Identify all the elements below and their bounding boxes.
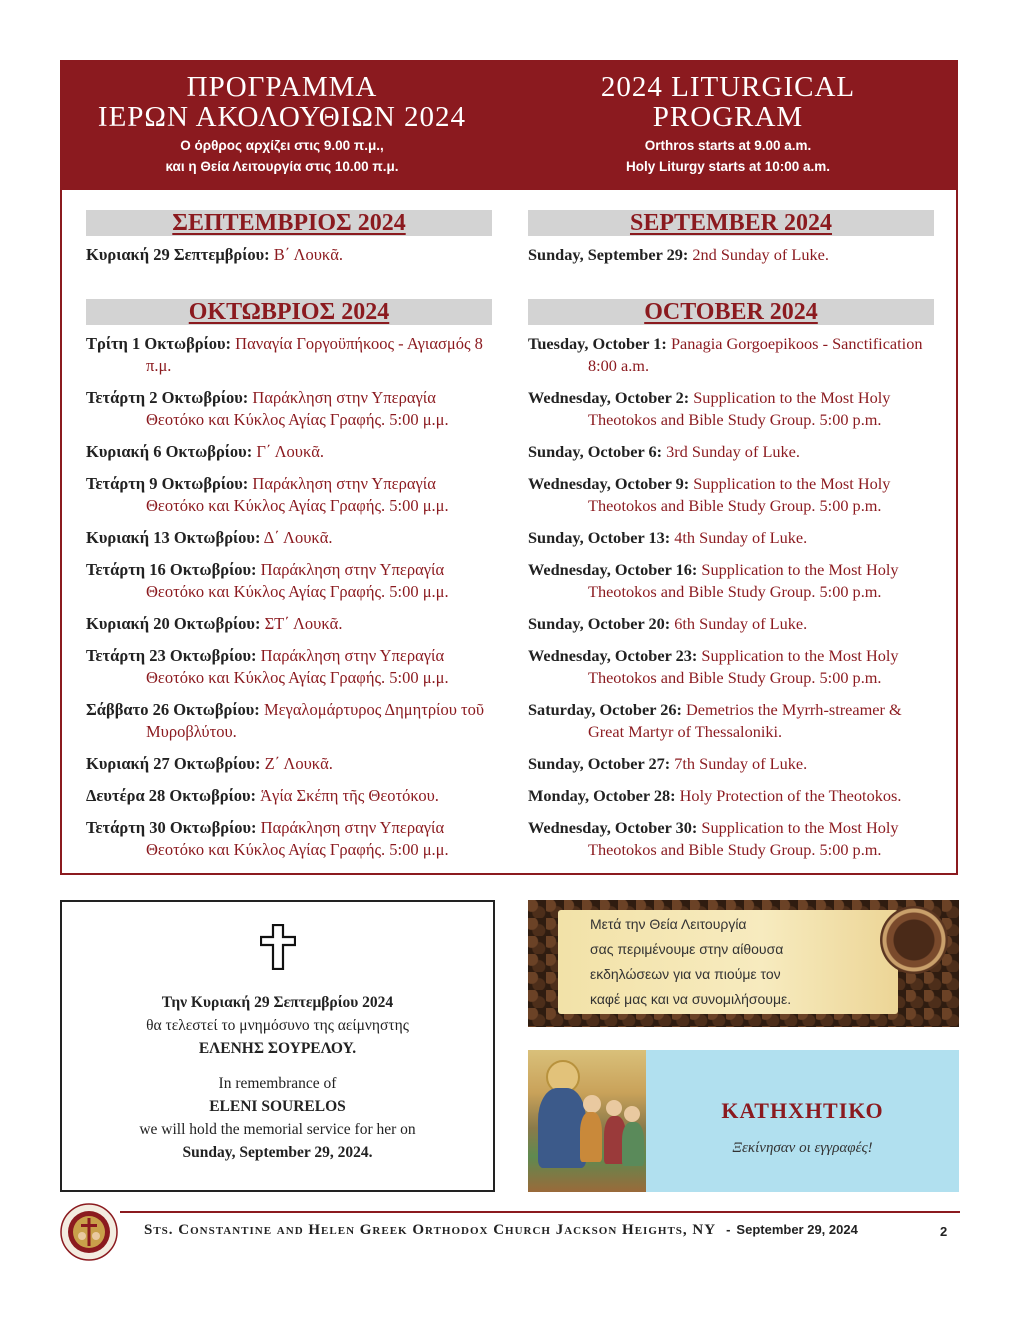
- schedule-entry: [528, 244, 934, 266]
- greek-subtitle: [62, 135, 502, 178]
- schedule-entry: [528, 441, 934, 463]
- schedule-entry: [528, 613, 934, 635]
- entry-event: Ἁγία Σκέπη τῆς Θεοτόκου.: [260, 786, 439, 805]
- entry-date: Wednesday, October 9:: [528, 474, 690, 493]
- entry-date: Τρίτη 1 Οκτωβρίου:: [86, 334, 232, 353]
- english-title-line1: 2024 LITURGICAL: [600, 71, 856, 103]
- entry-event: 3rd Sunday of Luke.: [666, 442, 800, 461]
- entry-event: Supplication to the Most Holy Theotokos and Bible Study Group. 5:00 p.m.: [588, 646, 899, 687]
- entry-date: Tuesday, October 1:: [528, 334, 667, 353]
- footer-text: [144, 1222, 858, 1239]
- entry-event: 6th Sunday of Luke.: [674, 614, 808, 633]
- english-banner: [508, 72, 948, 178]
- entry-date: Σάββατο 26 Οκτωβρίου:: [86, 700, 260, 719]
- entry-event: Ζ΄ Λουκᾶ.: [264, 754, 333, 773]
- footer-church-name: Sts. Constantine and Helen Greek Orthodox Church Jackson Heights, NY: [144, 1222, 717, 1238]
- coffee-hour-banner: [528, 900, 959, 1027]
- schedule-entry: [528, 645, 934, 689]
- memorial-english-line2: we will hold the memorial service for her on: [139, 1121, 416, 1138]
- schedule-entry: [86, 441, 492, 463]
- schedule-entry: [528, 785, 934, 807]
- greek-schedule: [86, 210, 492, 871]
- entry-date: Τετάρτη 16 Οκτωβρίου:: [86, 560, 257, 579]
- schedule-entry: [528, 699, 934, 743]
- entry-date: Τετάρτη 30 Οκτωβρίου:: [86, 818, 257, 837]
- english-title-line2: PROGRAM: [652, 101, 804, 133]
- english-september-heading: SEPTEMBER 2024: [528, 210, 934, 236]
- schedule-entry: [528, 753, 934, 775]
- greek-subtitle-line1: Ο όρθρος αρχίζει στις 9.00 π.μ.,: [180, 138, 384, 153]
- entry-date: Saturday, October 26:: [528, 700, 682, 719]
- greek-september-entries: [86, 244, 492, 266]
- entry-event: 4th Sunday of Luke.: [674, 528, 808, 547]
- entry-event: Holy Protection of the Theotokos.: [679, 786, 902, 805]
- entry-event: Παναγία Γοργοϋπήκοος - Αγιασμός 8 π.μ.: [146, 334, 483, 375]
- church-seal-logo: [60, 1203, 118, 1261]
- entry-date: Monday, October 28:: [528, 786, 676, 805]
- entry-date: Τετάρτη 23 Οκτωβρίου:: [86, 646, 257, 665]
- memorial-english-date: Sunday, September 29, 2024.: [182, 1144, 373, 1161]
- entry-event: Demetrios the Myrrh-streamer & Great Martyr of Thessaloniki.: [588, 700, 902, 741]
- coffee-line4: καφέ μας και να συνομιλήσουμε.: [590, 991, 792, 1007]
- catechism-subtitle: Ξεκίνησαν οι εγγραφές!: [732, 1140, 873, 1156]
- cross-icon: [260, 924, 296, 970]
- english-subtitle-line2: Holy Liturgy starts at 10:00 a.m.: [625, 159, 831, 174]
- schedule-entry: [86, 785, 492, 807]
- schedule-entry: [86, 613, 492, 635]
- program-banner: [62, 62, 956, 190]
- coffee-cup-icon: [880, 906, 948, 974]
- entry-date: Δευτέρα 28 Οκτωβρίου:: [86, 786, 257, 805]
- entry-date: Τετάρτη 2 Οκτωβρίου:: [86, 388, 249, 407]
- entry-date: Sunday, October 20:: [528, 614, 671, 633]
- entry-date: Wednesday, October 30:: [528, 818, 698, 837]
- english-subtitle-line1: Orthros starts at 9.00 a.m.: [644, 138, 812, 153]
- schedule-entry: [528, 473, 934, 517]
- memorial-text: [62, 991, 493, 1176]
- greek-subtitle-line2: και η Θεία Λειτουργία στις 10.00 π.μ.: [165, 159, 399, 174]
- english-september-entries: [528, 244, 934, 266]
- entry-event: Supplication to the Most Holy Theotokos and Bible Study Group. 5:00 p.m.: [588, 560, 899, 601]
- entry-date: Sunday, October 13:: [528, 528, 671, 547]
- entry-date: Κυριακή 29 Σεπτεμβρίου:: [86, 245, 270, 264]
- footer-rule: [120, 1211, 960, 1213]
- schedule-entry: [528, 527, 934, 549]
- memorial-english-line1: In remembrance of: [218, 1075, 337, 1092]
- program-frame: [60, 60, 958, 875]
- schedule-entry: [86, 817, 492, 861]
- english-subtitle: [508, 135, 948, 178]
- entry-event: Παράκληση στην Υπεραγία Θεοτόκο και Κύκλος Αγίας Γραφής. 5:00 μ.μ.: [146, 388, 449, 429]
- entry-date: Sunday, October 27:: [528, 754, 671, 773]
- entry-event: 2nd Sunday of Luke.: [692, 245, 829, 264]
- memorial-greek-date: Την Κυριακή 29 Σεπτεμβρίου 2024: [161, 994, 394, 1011]
- entry-event: Supplication to the Most Holy Theotokos and Bible Study Group. 5:00 p.m.: [588, 474, 891, 515]
- coffee-line3: εκδηλώσεων για να πιούμε τον: [590, 966, 781, 982]
- entry-date: Wednesday, October 23:: [528, 646, 698, 665]
- english-schedule: [528, 210, 934, 871]
- english-october-entries: [528, 333, 934, 861]
- memorial-greek-line: θα τελεστεί το μνημόσυνο της αείμνηστης: [146, 1017, 409, 1034]
- entry-date: Κυριακή 13 Οκτωβρίου:: [86, 528, 261, 547]
- christ-children-icon: [528, 1050, 646, 1192]
- entry-event: Παράκληση στην Υπεραγία Θεοτόκο και Κύκλος Αγίας Γραφής. 5:00 μ.μ.: [146, 474, 449, 515]
- entry-event: 7th Sunday of Luke.: [674, 754, 808, 773]
- entry-event: Παράκληση στην Υπεραγία Θεοτόκο και Κύκλος Αγίας Γραφής. 5:00 μ.μ.: [146, 646, 449, 687]
- entry-date: Κυριακή 20 Οκτωβρίου:: [86, 614, 261, 633]
- schedule-entry: [86, 387, 492, 431]
- entry-date: Sunday, October 6:: [528, 442, 663, 461]
- entry-event: Παράκληση στην Υπεραγία Θεοτόκο και Κύκλος Αγίας Γραφής. 5:00 μ.μ.: [146, 560, 449, 601]
- schedule-entry: [86, 244, 492, 266]
- entry-event: Panagia Gorgoepikoos - Sanctification 8:00 a.m.: [588, 334, 923, 375]
- catechism-title: ΚΑΤΗΧΗΤΙΚΟ: [721, 1098, 884, 1123]
- entry-date: Wednesday, October 2:: [528, 388, 690, 407]
- schedule-entry: [86, 645, 492, 689]
- entry-date: Κυριακή 27 Οκτωβρίου:: [86, 754, 261, 773]
- entry-event: Supplication to the Most Holy Theotokos and Bible Study Group. 5:00 p.m.: [588, 818, 899, 859]
- schedule-entry: [528, 333, 934, 377]
- schedule-entry: [528, 559, 934, 603]
- schedule-entry: [528, 817, 934, 861]
- greek-october-heading: ΟΚΤΩΒΡΙΟΣ 2024: [86, 299, 492, 325]
- entry-date: Wednesday, October 16:: [528, 560, 698, 579]
- schedule-entry: [86, 333, 492, 377]
- greek-title-line2: ΙΕΡΩΝ ΑΚΟΛΟΥΘΙΩΝ 2024: [97, 101, 467, 133]
- entry-date: Sunday, September 29:: [528, 245, 689, 264]
- entry-date: Κυριακή 6 Οκτωβρίου:: [86, 442, 253, 461]
- coffee-line2: σας περιμένουμε στην αίθουσα: [590, 941, 784, 957]
- memorial-notice: [60, 900, 495, 1192]
- english-october-heading: OCTOBER 2024: [528, 299, 934, 325]
- catechism-banner: [528, 1050, 959, 1192]
- footer-date: September 29, 2024: [736, 1222, 858, 1237]
- schedule-entry: [86, 753, 492, 775]
- footer-separator: -: [726, 1222, 731, 1237]
- entry-event: Μεγαλομάρτυρος Δημητρίου τοῦ Μυροβλύτου.: [146, 700, 485, 741]
- memorial-english-name: ELENI SOURELOS: [209, 1098, 346, 1115]
- entry-event: Β΄ Λουκᾶ.: [273, 245, 343, 264]
- entry-event: Γ΄ Λουκᾶ.: [256, 442, 325, 461]
- page-number: 2: [940, 1224, 948, 1239]
- greek-title-line1: ΠΡΟΓΡΑΜΜΑ: [186, 71, 378, 103]
- schedule-entry: [528, 387, 934, 431]
- schedule-entry: [86, 473, 492, 517]
- coffee-text: [590, 912, 890, 1012]
- greek-september-heading: ΣΕΠΤΕΜΒΡΙΟΣ 2024: [86, 210, 492, 236]
- greek-banner: [62, 72, 502, 178]
- memorial-greek-name: ΕΛΕΝΗΣ ΣΟΥΡΕΛΟΥ.: [198, 1040, 357, 1057]
- schedule-entry: [86, 559, 492, 603]
- greek-october-entries: [86, 333, 492, 861]
- entry-event: ΣΤ΄ Λουκᾶ.: [264, 614, 343, 633]
- entry-event: Παράκληση στην Υπεραγία Θεοτόκο και Κύκλος Αγίας Γραφής. 5:00 μ.μ.: [146, 818, 449, 859]
- entry-event: Δ΄ Λουκᾶ.: [263, 528, 333, 547]
- entry-event: Supplication to the Most Holy Theotokos and Bible Study Group. 5:00 p.m.: [588, 388, 891, 429]
- schedule-entry: [86, 699, 492, 743]
- entry-date: Τετάρτη 9 Οκτωβρίου:: [86, 474, 249, 493]
- schedule-entry: [86, 527, 492, 549]
- coffee-line1: Μετά την Θεία Λειτουργία: [590, 916, 747, 932]
